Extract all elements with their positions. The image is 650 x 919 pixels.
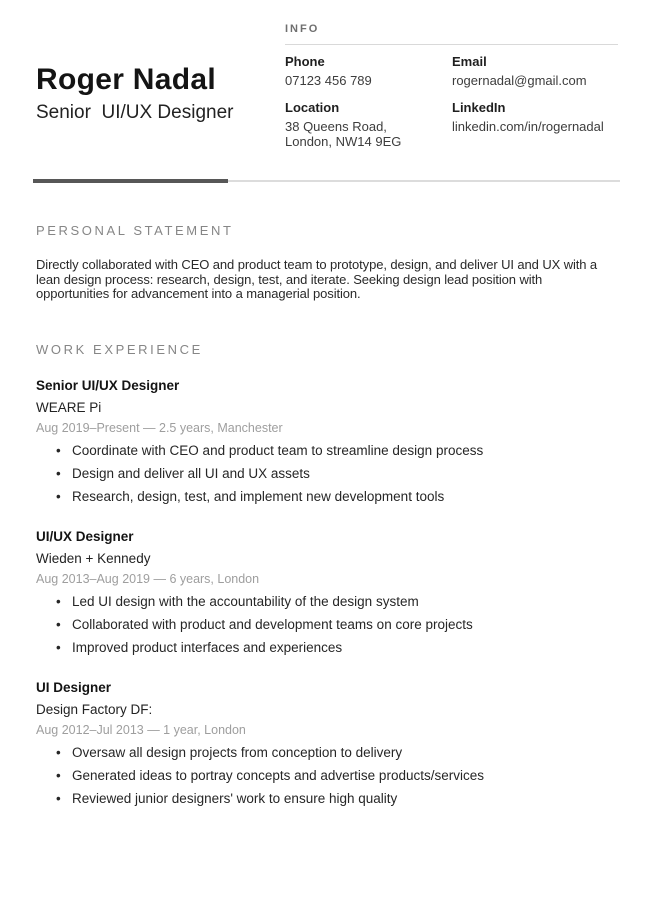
personal-statement-text: Directly collaborated with CEO and product team to prototype, design, and deliver UI and UX with a lean design process: research, design, test, and iterate. Seeking design lead position with opportunities for advancement into a managerial position.: [36, 257, 598, 302]
phone-value: 07123 456 789: [285, 73, 372, 88]
bullet-item: • Research, design, test, and implement new development tools: [36, 489, 618, 504]
header-divider-accent: [33, 179, 228, 183]
bullet-item: • Collaborated with product and development teams on core projects: [36, 617, 618, 632]
info-grid: [285, 54, 618, 149]
job-title: UI Designer: [36, 680, 112, 696]
bullet-item: • Generated ideas to portray concepts and advertise products/services: [36, 768, 618, 783]
job-entry: [36, 680, 618, 806]
job-bullet-list: [36, 443, 618, 504]
bullet-item: • Reviewed junior designers' work to ensure high quality: [36, 791, 618, 806]
header-divider: [33, 179, 620, 183]
info-field-linkedin: [452, 100, 618, 149]
job-meta: Aug 2012–Jul 2013 — 1 year, London: [36, 723, 246, 738]
work-experience-heading: WORK EXPERIENCE: [36, 342, 203, 358]
personal-statement-heading: PERSONAL STATEMENT: [36, 223, 234, 238]
linkedin-value: linkedin.com/in/rogernadal: [452, 119, 604, 134]
job-title: UI/UX Designer: [36, 529, 134, 545]
job-entry: [36, 378, 618, 504]
email-value: rogernadal@gmail.com: [452, 73, 587, 88]
info-field-location: [285, 100, 452, 149]
section-work-experience: [36, 342, 618, 806]
resume-header: [0, 0, 650, 179]
job-bullet-list: [36, 745, 618, 806]
job-company: WEARE Pi: [36, 400, 102, 416]
info-field-phone: [285, 54, 452, 88]
linkedin-label: LinkedIn: [452, 100, 506, 115]
bullet-item: • Oversaw all design projects from conception to delivery: [36, 745, 618, 760]
candidate-headline: Senior UI/UX Designer: [36, 102, 234, 123]
job-meta: Aug 2013–Aug 2019 — 6 years, London: [36, 572, 260, 587]
location-line-1: 38 Queens Road,: [285, 119, 387, 134]
info-section-label: INFO: [285, 23, 320, 35]
job-title: Senior UI/UX Designer: [36, 378, 180, 394]
info-block: [285, 23, 618, 149]
phone-label: Phone: [285, 54, 325, 69]
job-meta: Aug 2019–Present — 2.5 years, Manchester: [36, 421, 283, 436]
location-value: [285, 119, 452, 149]
bullet-item: • Coordinate with CEO and product team to streamline design process: [36, 443, 618, 458]
resume-body: [36, 223, 618, 806]
bullet-item: • Led UI design with the accountability of the design system: [36, 594, 618, 609]
section-personal-statement: [36, 223, 618, 302]
candidate-name: Roger Nadal: [36, 63, 217, 96]
job-bullet-list: [36, 594, 618, 655]
email-label: Email: [452, 54, 487, 69]
job-company: Wieden + Kennedy: [36, 551, 151, 567]
location-line-2: London, NW14 9EG: [285, 134, 402, 149]
bullet-item: • Design and deliver all UI and UX assets: [36, 466, 618, 481]
name-block: [36, 63, 233, 125]
info-rule: [285, 44, 618, 45]
job-company: Design Factory DF:: [36, 702, 153, 718]
info-field-email: [452, 54, 618, 88]
job-entry: [36, 529, 618, 655]
location-label: Location: [285, 100, 340, 115]
bullet-item: • Improved product interfaces and experiences: [36, 640, 618, 655]
